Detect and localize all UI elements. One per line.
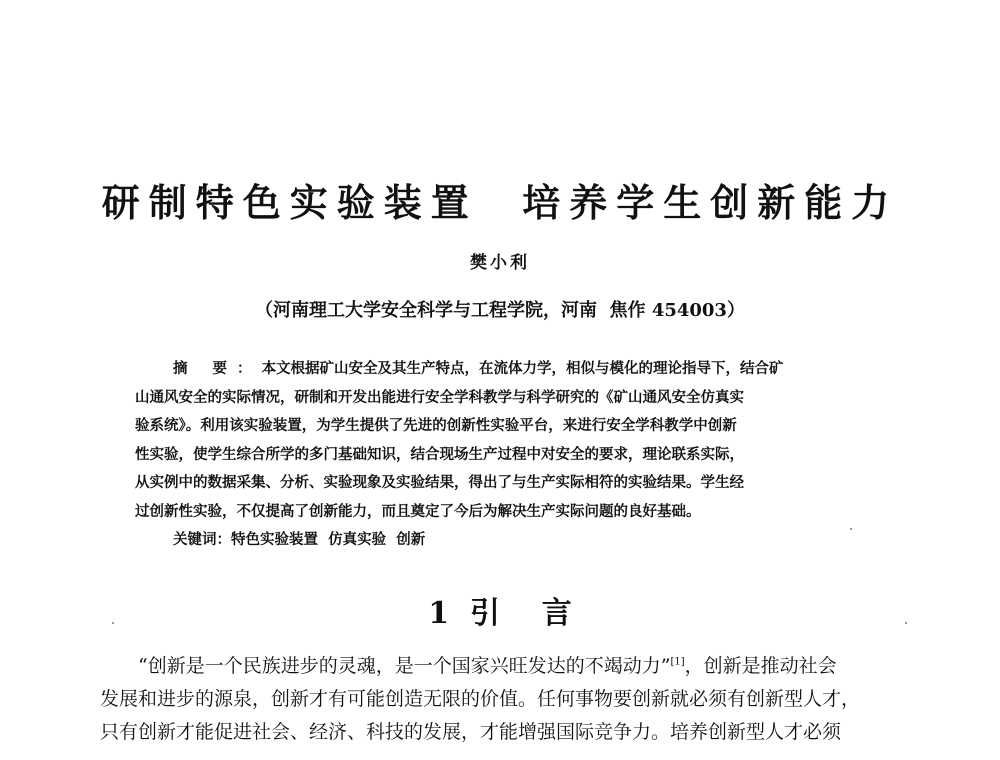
keywords-line xyxy=(135,526,865,555)
abstract-line: 验系统》。利用该实验装置，为学生提供了先进的创新性实验平台，来进行安全学科教学中创新 xyxy=(135,417,737,434)
abstract-text: 本文根据矿山安全及其生产特点，在流体力学，相似与模化的理论指导下，结合矿 xyxy=(261,360,784,377)
body-line-rest: ，创新是推动社会 xyxy=(684,655,837,677)
body-line xyxy=(100,650,910,683)
keywords-label: 关键词： xyxy=(173,531,231,548)
abstract-line: 过创新性实验，不仅提高了创新能力，而且奠定了今后为解决生产实际问题的良好基础。 xyxy=(135,502,701,520)
body-line: 发展和进步的源泉，创新才有可能创造无限的价值。任何事物要创新就必须有创新型人才， xyxy=(100,688,861,710)
author-name: 樊小利 xyxy=(470,253,530,273)
scan-speck xyxy=(905,622,907,624)
author-affiliation: （河南理工大学安全科学与工程学院，河南 焦作 454003） xyxy=(255,300,745,321)
section-heading: 1 引 言 xyxy=(428,596,572,631)
body-quote: “创新是一个民族进步的灵魂，是一个国家兴旺发达的不竭动力” xyxy=(138,655,671,677)
scan-speck xyxy=(112,622,114,624)
abstract-block xyxy=(135,355,865,555)
scan-speck xyxy=(850,528,852,530)
abstract-line xyxy=(135,355,865,384)
abstract-line: 性实验，使学生综合所学的多门基础知识，结合现场生产过程中对安全的要求，理论联系实际， xyxy=(135,445,744,463)
abstract-line: 山通风安全的实际情况，研制和开发出能进行安全学科教学与科学研究的《矿山通风安全仿真实 xyxy=(135,388,744,406)
keywords-list: 特色实验装置 仿真实验 创新 xyxy=(231,531,426,548)
body-text xyxy=(100,650,910,749)
abstract-line: 从实例中的数据采集、分析、实验现象及实验结果，得出了与生产实际相符的实验结果。学生经 xyxy=(135,474,744,491)
citation-ref: [1] xyxy=(670,656,685,668)
abstract-label: 摘 要： xyxy=(173,360,262,377)
paper-title: 研制特色实验装置 培养学生创新能力 xyxy=(101,180,899,225)
body-line: 只有创新才能促进社会、经济、科技的发展，才能增强国际竞争力。培养创新型人才必须 xyxy=(100,721,842,743)
